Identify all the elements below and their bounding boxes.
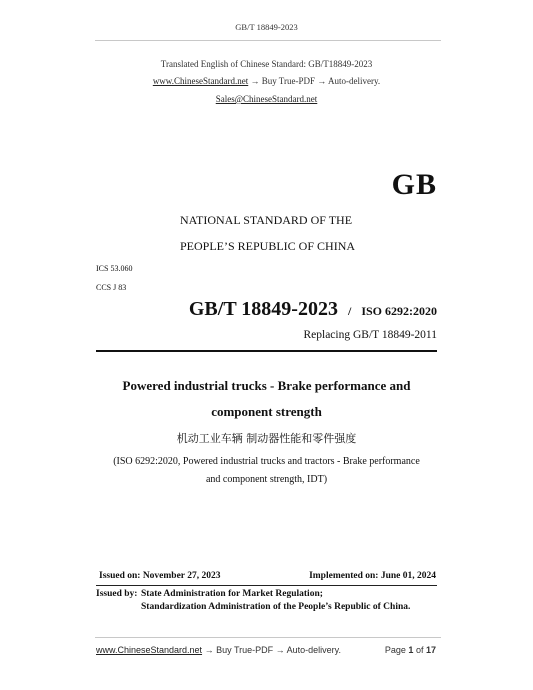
page-indicator [385,645,436,655]
chinese-title: 机动工业车辆 制动器性能和零件强度 [176,432,357,445]
header-divider [95,40,441,41]
iso-number: ISO 6292:2020 [361,304,437,318]
slash-separator: / [347,304,352,318]
footer-promo [96,645,341,655]
issued-by-2: Standardization Administration of the People’s Republic of China. [141,602,411,612]
email-link[interactable]: Sales@ChineseStandard.net [215,94,318,104]
page-current: 1 [408,645,414,655]
site-link[interactable]: www.ChineseStandard.net [152,76,249,86]
buy-true-pdf-text: Buy True-PDF [261,76,315,86]
standard-number-row [189,298,437,321]
arrow-right-icon: → [250,76,260,86]
replacing-line: Replacing GB/T 18849-2011 [303,329,437,341]
title-line-1: Powered industrial trucks - Brake performance and [122,378,411,393]
arrow-right-icon: → [275,645,285,655]
running-header: GB/T 18849-2023 [235,22,298,32]
page-of: of [415,645,424,655]
issued-by-1: State Administration for Market Regulation; [141,589,323,599]
implemented-on: Implemented on: June 01, 2024 [309,571,436,581]
issue-divider [96,585,437,586]
issued-on: Issued on: November 27, 2023 [99,571,221,581]
issued-by-label: Issued by: [96,589,138,599]
page-label: Page [384,645,406,655]
iso-reference-line-1: (ISO 6292:2020, Powered industrial trucks and tractors - Brake performance [113,456,420,467]
national-line-2: PEOPLE’S REPUBLIC OF CHINA [180,239,356,253]
footer-site-link[interactable]: www.ChineseStandard.net [96,645,203,655]
title-divider [96,350,437,352]
standard-number: GB/T 18849-2023 [188,298,338,320]
national-line-1: NATIONAL STANDARD OF THE [180,213,353,227]
translated-line: Translated English of Chinese Standard: GB/T18849-2023 [160,59,373,69]
ccs-code: CCS J 83 [96,283,127,292]
footer-divider [95,637,441,638]
auto-delivery-text: Auto-delivery. [328,76,381,86]
footer-auto-text: Auto-delivery. [286,645,341,655]
title-line-2: component strength [211,404,322,419]
footer-buy-text: Buy True-PDF [216,645,274,655]
page-total: 17 [425,645,436,655]
iso-reference-line-2: and component strength, IDT) [205,474,328,485]
gb-logo: GB [391,168,437,201]
promo-line [0,76,533,86]
arrow-right-icon: → [204,645,214,655]
ics-code: ICS 53.060 [96,264,133,273]
arrow-right-icon: → [317,76,327,86]
